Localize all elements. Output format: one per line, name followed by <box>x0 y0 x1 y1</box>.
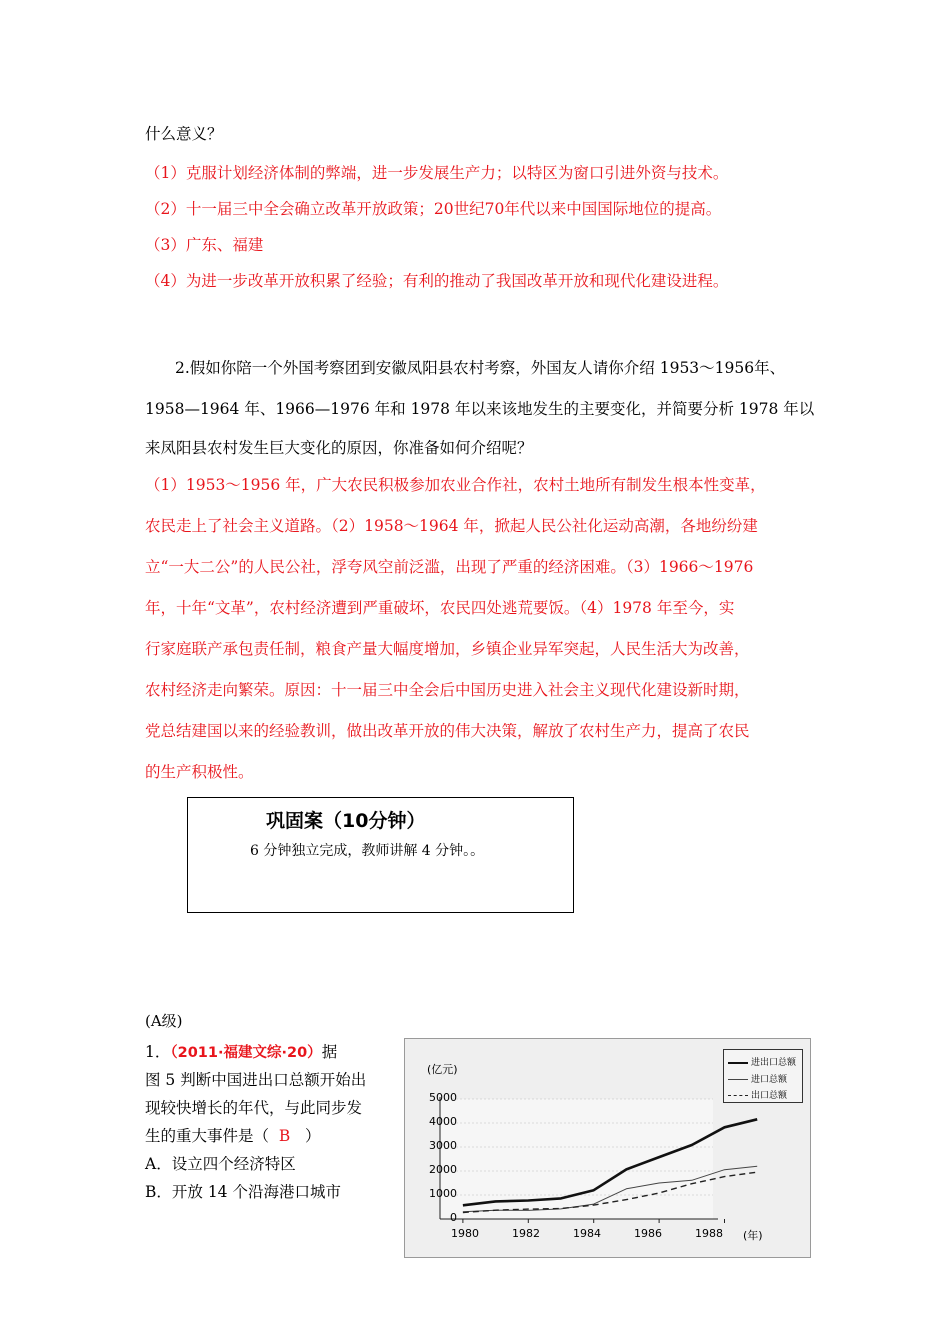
q3-number: 1． <box>145 1043 171 1061</box>
legend-item-export <box>728 1088 787 1101</box>
q3-answer: B <box>278 1127 291 1145</box>
q3-source: （2011·福建文综·20） <box>170 1045 322 1061</box>
legend-item-total <box>728 1055 796 1068</box>
q1-lead: 什么意义？ <box>145 125 223 143</box>
trade-chart <box>404 1038 811 1258</box>
q2-answer-line: （1）1953～1956 年，广大农民积极参加农业合作社，农村土地所有制发生根本性变革， <box>145 476 766 494</box>
q3-option-a: A．设立四个经济特区 <box>145 1155 296 1173</box>
q2-answer-line: 行家庭联产承包责任制，粮食产量大幅度增加，乡镇企业异军突起，人民生活大为改善， <box>145 640 750 658</box>
q2-answer-line: 农村经济走向繁荣。原因：十一届三中全会后中国历史进入社会主义现代化建设新时期， <box>145 681 750 699</box>
y-tick-label: 3000 <box>429 1139 457 1152</box>
q2-line-2: 1958—1964 年、1966—1976 年和 1978 年以来该地发生的主要变化，并简要分析 1978 年以 <box>145 400 815 418</box>
consolidation-text: 6 分钟独立完成，教师讲解 4 分钟。。 <box>250 843 485 859</box>
q2-line-3: 来凤阳县农村发生巨大变化的原因，你准备如何介绍呢？ <box>145 439 533 457</box>
q1-answer-3: （3）广东、福建 <box>145 236 264 254</box>
x-tick-label: 1980 <box>451 1227 479 1240</box>
q3-first-line <box>145 1042 337 1063</box>
y-tick-label: 4000 <box>429 1115 457 1128</box>
q3-stem-line: 图 5 判断中国进出口总额开始出 <box>145 1071 367 1089</box>
x-axis-unit: (年) <box>743 1229 763 1242</box>
q1-answer-1: （1）克服计划经济体制的弊端，进一步发展生产力；以特区为窗口引进外资与技术。 <box>145 164 729 182</box>
q3-stem-line: 生的重大事件是（ <box>145 1127 270 1145</box>
x-tick-label: 1984 <box>573 1227 601 1240</box>
legend-item-import <box>728 1072 787 1085</box>
level-label: (A级) <box>145 1012 183 1030</box>
chart-legend <box>723 1049 803 1103</box>
q3-option-b: B．开放 14 个沿海港口城市 <box>145 1183 341 1201</box>
q2-answer-line: 年，十年“文革”，农村经济遭到严重破坏，农民四处逃荒要饭。（4）1978 年至今，实 <box>145 599 735 617</box>
legend-label: 进出口总额 <box>751 1058 797 1068</box>
legend-label: 进口总额 <box>751 1075 788 1085</box>
x-tick-label: 1986 <box>634 1227 662 1240</box>
q3-stem-line: 现较快增长的年代，与此同步发 <box>145 1099 363 1117</box>
q2-answer-line: 的生产积极性。 <box>145 763 254 781</box>
y-axis-unit: (亿元) <box>427 1063 458 1076</box>
consolidation-box <box>187 797 574 913</box>
legend-swatch <box>728 1095 748 1096</box>
legend-label: 出口总额 <box>751 1091 788 1101</box>
x-tick-label: 1982 <box>512 1227 540 1240</box>
q3-close-paren: ） <box>305 1127 321 1145</box>
plot-area <box>440 1099 713 1219</box>
q2-line-1: 2.假如你陪一个外国考察团到安徽凤阳县农村考察，外国友人请你介绍 1953～1956年、 <box>175 359 786 377</box>
q2-answer-line: 立“一大二公”的人民公社，浮夸风空前泛滥，出现了严重的经济困难。（3）1966～1976 <box>145 558 754 576</box>
q2-answer-line: 农民走上了社会主义道路。（2）1958～1964 年，掀起人民公社化运动高潮，各地纷纷建 <box>145 517 758 535</box>
legend-swatch <box>728 1062 748 1064</box>
x-tick-label: 1988 <box>695 1227 723 1240</box>
q3-stem-line: 据 <box>321 1043 338 1061</box>
consolidation-title: 巩固案（10分钟） <box>266 810 426 832</box>
q3-stem-last <box>145 1126 321 1146</box>
q1-answer-2: （2）十一届三中全会确立改革开放政策；20世纪70年代以来中国国际地位的提高。 <box>145 200 722 218</box>
q1-answer-4: （4）为进一步改革开放积累了经验；有利的推动了我国改革开放和现代化建设进程。 <box>145 272 729 290</box>
y-tick-label: 2000 <box>429 1163 457 1176</box>
legend-swatch <box>728 1079 748 1080</box>
y-tick-label: 1000 <box>429 1187 457 1200</box>
y-tick-label: 5000 <box>429 1091 457 1104</box>
y-tick-label: 0 <box>450 1211 457 1224</box>
q2-answer-line: 党总结建国以来的经验教训，做出改革开放的伟大决策，解放了农村生产力，提高了农民 <box>145 722 750 740</box>
